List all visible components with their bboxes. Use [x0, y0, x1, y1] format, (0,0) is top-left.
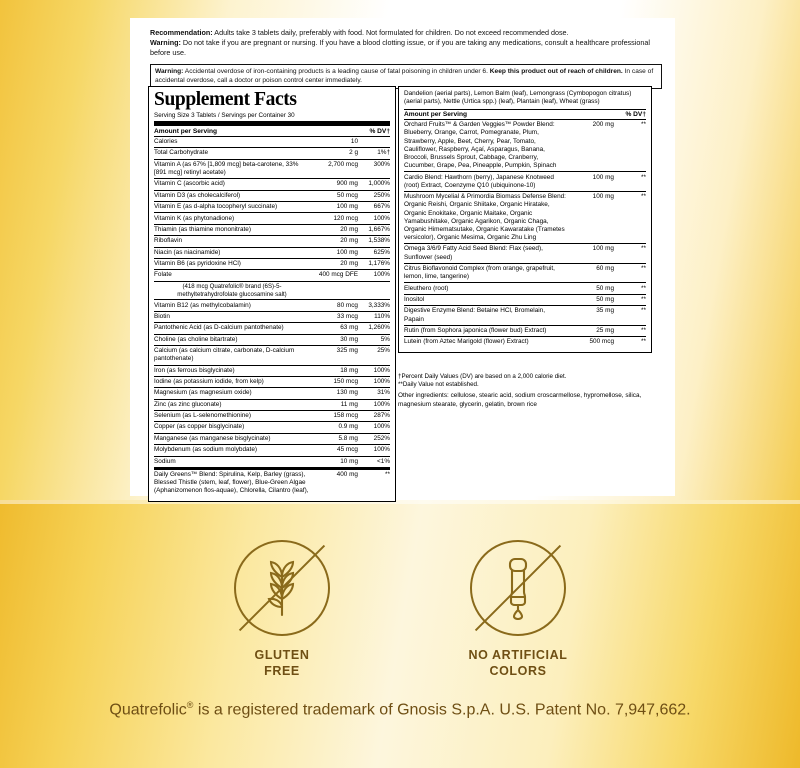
nutrient-amount: 150 mcg — [310, 376, 358, 387]
col-amount-label: Amount per Serving — [154, 127, 218, 135]
table-row — [154, 213, 390, 224]
warning-text: Do not take if you are pregnant or nursing. If you have a blood clotting issue, or if you are taking any medications, consult a healthcare professional before use. — [150, 38, 650, 58]
usage-notices — [150, 28, 662, 89]
footnotes — [398, 373, 652, 390]
table-row — [154, 236, 390, 247]
table-row — [154, 311, 390, 322]
nutrient-name: Calories — [154, 137, 310, 148]
nutrient-amount: 20 mg — [310, 258, 358, 269]
serving-size-text: Serving Size 3 Tablets / Servings per Container 30 — [154, 112, 390, 126]
nutrient-amount: 35 mg — [566, 306, 614, 326]
nutrient-amount: 10 — [310, 137, 358, 148]
nutrient-amount: 10 mg — [310, 456, 358, 468]
nutrient-daily-value — [358, 137, 390, 148]
table-row — [404, 337, 646, 348]
table-row — [404, 172, 646, 192]
nutrient-amount: 100 mg — [310, 202, 358, 213]
no-artificial-colors-caption — [458, 648, 578, 679]
nutrient-name: Vitamin A (as 67% [1,809 mcg] beta-carotene, 33% [891 mcg] retinyl acetate) — [154, 159, 310, 179]
warning-label: Warning: — [150, 38, 181, 48]
blend-col-dv-label: % DV† — [625, 111, 646, 119]
nutrient-daily-value: 3,333% — [358, 300, 390, 311]
nutrient-name: Vitamin E (as d-alpha tocopheryl succinate) — [154, 202, 310, 213]
nutrient-daily-value: ** — [614, 294, 646, 305]
nutrient-daily-value: 100% — [358, 376, 390, 387]
no-artificial-colors-circle — [470, 540, 566, 636]
nutrient-amount: 400 mcg DFE — [310, 270, 358, 281]
nutrient-amount: 900 mg — [310, 179, 358, 190]
certification-badges — [0, 540, 800, 679]
table-row — [404, 244, 646, 264]
nutrient-amount — [310, 281, 358, 300]
nutrient-daily-value: 100% — [358, 213, 390, 224]
nutrient-amount: 2,700 mcg — [310, 159, 358, 179]
nutrient-daily-value: <1% — [358, 456, 390, 468]
nutrient-amount: 200 mg — [566, 120, 614, 172]
nutrient-name: Orchard Fruits™ & Garden Veggies™ Powder Blend: Blueberry, Orange, Carrot, Pomegranate, Plum, Strawberry, Apple, Beet, Cherry, Pear, Tomato, Cauliflower, Raspberry, Açaí, Asparagus, Banana, Broccoli, Brussels Sprout, Cabbage, Cranberry, Cucumber, Grape, Pea, Pineapple, Pumpkin, Spinach — [404, 120, 566, 172]
nutrient-name: Vitamin K (as phytonadione) — [154, 213, 310, 224]
nutrient-amount: 63 mg — [310, 323, 358, 334]
supplement-facts-header — [154, 126, 390, 137]
nutrient-name: Iron (as ferrous bisglycinate) — [154, 365, 310, 376]
table-row — [154, 365, 390, 376]
nutrient-amount: 130 mg — [310, 388, 358, 399]
nutrient-name: Biotin — [154, 311, 310, 322]
table-row — [154, 159, 390, 179]
nutrient-daily-value: 1%† — [358, 148, 390, 159]
nutrient-name: Copper (as copper bisglycinate) — [154, 422, 310, 433]
other-ingredients: Other ingredients: cellulose, stearic acid, sodium croscarmellose, hypromellose, silica, magnesium stearate, glycerin, gelatin, brown rice — [398, 392, 642, 408]
supplement-facts-panel — [148, 86, 396, 502]
nutrient-amount: 158 mcg — [310, 411, 358, 422]
table-row — [404, 283, 646, 294]
greens-blend-continued: Dandelion (aerial parts), Lemon Balm (leaf), Lemongrass (Cymbopogon citratus) (aerial parts), Nettle (Urtica spp.) (leaf), Plantain (leaf), Wheat (grass) — [404, 90, 632, 106]
nutrient-daily-value: ** — [614, 120, 646, 172]
nutrient-name: Vitamin B12 (as methylcobalamin) — [154, 300, 310, 311]
nutrient-daily-value: 5% — [358, 334, 390, 345]
nutrient-daily-value: ** — [614, 283, 646, 294]
nutrient-name: Calcium (as calcium citrate, carbonate, D-calcium pantothenate) — [154, 345, 310, 365]
nutrient-daily-value: 667% — [358, 202, 390, 213]
nutrient-daily-value: ** — [641, 338, 646, 346]
supplement-facts-title: Supplement Facts — [154, 89, 297, 110]
table-row — [154, 202, 390, 213]
nutrient-daily-value: 1,538% — [358, 236, 390, 247]
nutrient-name: Citrus Bioflavonoid Complex (from orange, grapefruit, lemon, lime, tangerine) — [404, 263, 566, 283]
nutrient-amount: 5.8 mg — [310, 433, 358, 444]
nutrient-name: Sodium — [154, 456, 310, 468]
table-row — [154, 345, 390, 365]
nutrient-daily-value: 1,667% — [358, 224, 390, 235]
blend-table — [404, 120, 646, 347]
nutrient-name: Vitamin D3 (as cholecalciferol) — [154, 190, 310, 201]
recommendation-label: Recommendation: — [150, 28, 213, 37]
nutrient-amount: 100 mg — [566, 244, 614, 264]
gluten-free-circle — [234, 540, 330, 636]
table-row — [404, 325, 646, 336]
overdose-warning-tail: In case of accidental overdose, call a doctor or poison control center immediately. — [155, 67, 654, 84]
footnote-dv-not-established: **Daily Value not established. — [398, 381, 479, 389]
nutrient-amount: 100 mg — [310, 247, 358, 258]
nutrient-daily-value: 100% — [358, 445, 390, 456]
table-row — [154, 247, 390, 258]
nutrient-amount: 30 mg — [310, 334, 358, 345]
table-row — [154, 224, 390, 235]
nutrient-name: Thiamin (as thiamine mononitrate) — [154, 224, 310, 235]
table-row — [154, 422, 390, 433]
nutrient-daily-value — [358, 281, 390, 300]
gluten-free-caption — [222, 648, 342, 679]
nutrient-name: (418 mcg Quatrefolic® brand (6S)-5-methyltetrahydrofolate glucosamine salt) — [154, 281, 310, 300]
nutrient-name: Omega 3/6/9 Fatty Acid Seed Blend: Flax (seed), Sunflower (seed) — [404, 244, 566, 264]
nutrient-daily-value: ** — [614, 172, 646, 192]
recommendation-text: Adults take 3 tablets daily, preferably with food. Not formulated for children. Do not exceed recommended dose. — [212, 28, 569, 37]
nutrient-daily-value: 100% — [358, 399, 390, 410]
nutrient-amount: 50 mg — [566, 283, 614, 294]
nutrient-name: Vitamin B6 (as pyridoxine HCl) — [154, 258, 310, 269]
nutrient-daily-value: ** — [614, 192, 646, 244]
nutrient-name: Selenium (as L-selenomethionine) — [154, 411, 310, 422]
nutrient-daily-value: 100% — [358, 422, 390, 433]
table-row — [404, 306, 646, 326]
blend-col-amount-label: Amount per Serving — [404, 111, 468, 119]
blend-panel-header — [404, 109, 646, 121]
nutrient-name: Daily Greens™ Blend: Spirulina, Kelp, Barley (grass), Blessed Thistle (stem, leaf, flower), Blue-Green Algae (Aphanizomenon flos-aquae), Chlorella, Cilantro (leaf), — [154, 470, 309, 495]
nutrient-name: Niacin (as niacinamide) — [154, 247, 310, 258]
table-row — [154, 433, 390, 444]
nutrient-name: Rutin (from Sophora japonica (flower bud) Extract) — [404, 325, 566, 336]
table-row — [404, 192, 646, 244]
table-row — [154, 323, 390, 334]
nutrient-amount: 25 mg — [566, 325, 614, 336]
gluten-free-line2: FREE — [264, 663, 300, 678]
no-artificial-colors-line2: COLORS — [489, 663, 547, 678]
no-artificial-colors-badge — [458, 540, 578, 679]
overdose-warning-bold: Keep this product out of reach of children. — [489, 67, 623, 75]
supplement-facts-table — [154, 137, 390, 497]
nutrient-amount: 50 mcg — [310, 190, 358, 201]
nutrient-name: Folate — [154, 270, 310, 281]
nutrient-name: Inositol — [404, 294, 566, 305]
table-row — [154, 468, 390, 496]
trademark-brand: Quatrefolic — [109, 701, 187, 719]
table-row — [154, 376, 390, 387]
nutrient-amount: 50 mg — [566, 294, 614, 305]
nutrient-amount: 11 mg — [310, 399, 358, 410]
nutrient-name: Pantothenic Acid (as D-calcium pantothenate) — [154, 323, 310, 334]
nutrient-name: Cardio Blend: Hawthorn (berry), Japanese Knotweed (root) Extract, Coenzyme Q10 (ubiquinone-10) — [404, 172, 566, 192]
nutrient-name: Mushroom Mycelial & Primordia Biomass Defense Blend: Organic Reishi, Organic Shiitake, Organic Hiratake, Organic Enokitake, Organic Maitake, Organic Yamabushitake, Organic Agarikon, Organic Chaga, Organic Himematsutake, Organic Kawaratake (Trametes versicolor), Organic Mesima, Organic Zhu Ling — [404, 192, 566, 244]
nutrient-amount: 100 mg — [566, 172, 614, 192]
nutrient-name: Molybdenum (as sodium molybdate) — [154, 445, 310, 456]
table-row — [404, 294, 646, 305]
table-row — [154, 137, 390, 148]
table-row — [154, 411, 390, 422]
warning-line — [150, 38, 662, 58]
nutrient-daily-value: 31% — [358, 388, 390, 399]
table-row — [154, 190, 390, 201]
table-row — [404, 120, 646, 172]
registered-mark: ® — [186, 700, 194, 710]
nutrient-amount: 120 mcg — [310, 213, 358, 224]
table-row — [154, 270, 390, 281]
gluten-free-line1: GLUTEN — [254, 648, 310, 662]
nutrient-name: Manganese (as manganese bisglycinate) — [154, 433, 310, 444]
nutrient-name: Digestive Enzyme Blend: Betaine HCl, Bromelain, Papain — [404, 306, 566, 326]
nutrient-name: Choline (as choline bitartrate) — [154, 334, 310, 345]
table-row — [154, 258, 390, 269]
table-row — [154, 179, 390, 190]
table-row — [154, 445, 390, 456]
nutrient-name: Lutein (from Aztec Marigold (flower) Extract) — [404, 338, 529, 346]
nutrient-daily-value: 252% — [358, 433, 390, 444]
nutrient-name: Eleuthero (root) — [404, 283, 566, 294]
nutrient-amount: 20 mg — [310, 236, 358, 247]
col-dv-label: % DV† — [369, 127, 390, 135]
nutrient-daily-value: 110% — [358, 311, 390, 322]
gluten-free-badge — [222, 540, 342, 679]
nutrient-amount: 20 mg — [310, 224, 358, 235]
nutrient-daily-value: 1,176% — [358, 258, 390, 269]
nutrient-amount: 2 g — [310, 148, 358, 159]
nutrient-amount: 0.9 mg — [310, 422, 358, 433]
nutrient-amount: 80 mcg — [310, 300, 358, 311]
nutrient-amount: 100 mg — [566, 192, 614, 244]
nutrient-daily-value: 300% — [358, 159, 390, 179]
nutrient-name: Riboflavin — [154, 236, 310, 247]
nutrient-amount: 45 mcg — [310, 445, 358, 456]
nutrient-amount: 18 mg — [310, 365, 358, 376]
nutrient-daily-value: 100% — [358, 270, 390, 281]
blend-panel — [398, 86, 652, 353]
no-artificial-colors-line1: NO ARTIFICIAL — [468, 648, 568, 662]
nutrient-amount: 33 mcg — [310, 311, 358, 322]
nutrient-amount: 325 mg — [310, 345, 358, 365]
table-row — [154, 334, 390, 345]
nutrient-daily-value: 287% — [358, 411, 390, 422]
nutrient-name: Vitamin C (ascorbic acid) — [154, 179, 310, 190]
nutrient-name: Total Carbohydrate — [154, 148, 310, 159]
nutrient-name: Zinc (as zinc gluconate) — [154, 399, 310, 410]
table-row — [154, 281, 390, 300]
nutrient-daily-value: ** — [614, 325, 646, 336]
table-row — [154, 148, 390, 159]
nutrient-amount: 60 mg — [566, 263, 614, 283]
overdose-warning-label: Warning: — [155, 67, 184, 75]
nutrient-daily-value: ** — [614, 244, 646, 264]
table-row — [154, 388, 390, 399]
nutrient-amount: 500 mcg — [589, 338, 614, 346]
nutrient-daily-value: ** — [614, 306, 646, 326]
overdose-warning-text: Accidental overdose of iron-containing products is a leading cause of fatal poisoning in children under 6. — [183, 67, 490, 75]
nutrient-daily-value: ** — [385, 470, 390, 478]
table-row — [404, 263, 646, 283]
footnote-daily-value: †Percent Daily Values (DV) are based on a 2,000 calorie diet. — [398, 373, 567, 380]
nutrient-daily-value: 1,000% — [358, 179, 390, 190]
nutrient-daily-value: 1,260% — [358, 323, 390, 334]
nutrient-name: Iodine (as potassium iodide, from kelp) — [154, 376, 310, 387]
table-row — [154, 300, 390, 311]
recommendation-line — [150, 28, 662, 38]
nutrient-name: Magnesium (as magnesium oxide) — [154, 388, 310, 399]
nutrient-daily-value: ** — [614, 263, 646, 283]
trademark-text: is a registered trademark of Gnosis S.p.A. U.S. Patent No. 7,947,662. — [193, 701, 691, 719]
nutrient-amount: 400 mg — [336, 470, 358, 478]
nutrient-daily-value: 250% — [358, 190, 390, 201]
nutrient-daily-value: 25% — [358, 345, 390, 365]
table-row — [154, 399, 390, 410]
nutrient-daily-value: 100% — [358, 365, 390, 376]
trademark-statement — [0, 700, 800, 719]
nutrient-daily-value: 625% — [358, 247, 390, 258]
table-row — [154, 456, 390, 468]
